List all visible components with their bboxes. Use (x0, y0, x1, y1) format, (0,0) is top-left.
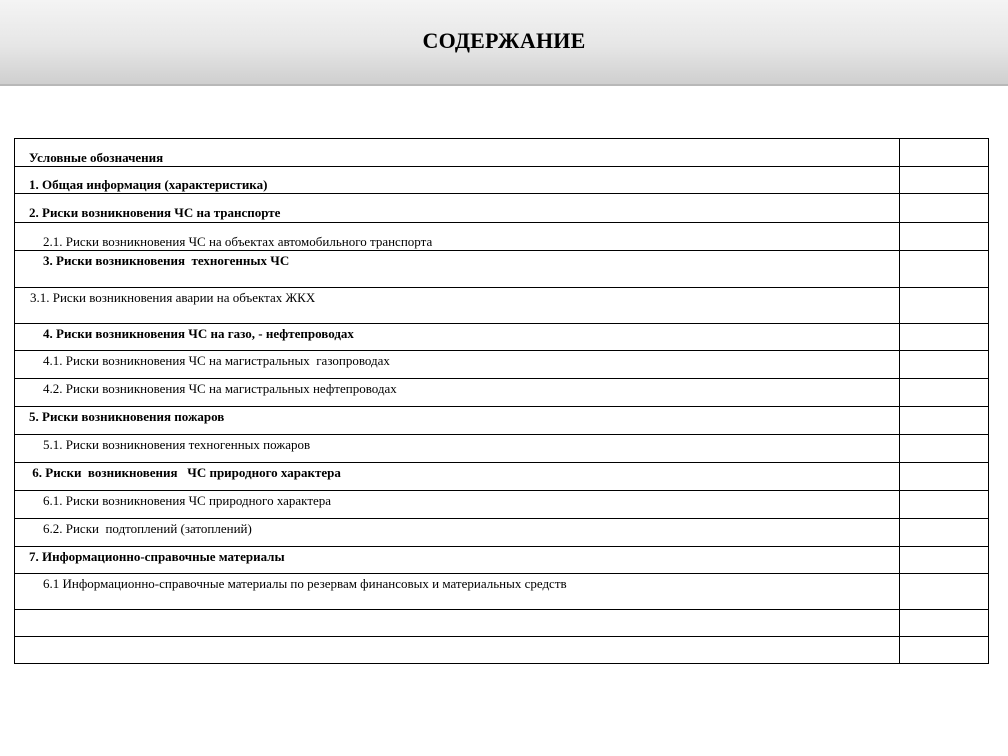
toc-entry-cell (15, 251, 900, 288)
toc-row (15, 351, 989, 379)
toc-row (15, 574, 989, 610)
toc-entry-text: 4. Риски возникновения ЧС на газо, - нефтепроводах (43, 326, 354, 341)
toc-entry-cell (15, 519, 900, 547)
toc-page-number-cell (900, 435, 989, 463)
toc-page-number-cell (900, 167, 989, 194)
toc-entry-text: 6.2. Риски подтоплений (затоплений) (43, 521, 252, 536)
toc-page-number-cell (900, 574, 989, 610)
toc-entry-cell (15, 167, 900, 194)
toc-page-number-cell (900, 379, 989, 407)
toc-page-number-cell (900, 194, 989, 223)
toc-row (15, 194, 989, 223)
toc-entry-cell (15, 637, 900, 664)
toc-page-number-cell (900, 610, 989, 637)
toc-entry-cell (15, 194, 900, 223)
toc-page-number-cell (900, 519, 989, 547)
toc-entry-text: 4.1. Риски возникновения ЧС на магистральных газопроводах (43, 353, 390, 368)
toc-row (15, 167, 989, 194)
toc-entry-text: 4.2. Риски возникновения ЧС на магистральных нефтепроводах (43, 381, 397, 396)
toc-page-number-cell (900, 351, 989, 379)
toc-entry-text: 5. Риски возникновения пожаров (29, 409, 225, 424)
toc-entry-text: 6.1 Информационно-справочные материалы по резервам финансовых и материальных средств (43, 576, 567, 591)
toc-page-number-cell (900, 491, 989, 519)
toc-page-number-cell (900, 223, 989, 251)
toc-entry-cell (15, 491, 900, 519)
toc-entry-cell (15, 610, 900, 637)
toc-entry-text: 2.1. Риски возникновения ЧС на объектах автомобильного транспорта (43, 234, 433, 249)
toc-entry-text: 6.1. Риски возникновения ЧС природного характера (43, 493, 332, 508)
toc-row (15, 547, 989, 574)
toc-entry-cell (15, 324, 900, 351)
toc-entry-text: 7. Информационно-справочные материалы (29, 549, 285, 564)
toc-entry-text: 2. Риски возникновения ЧС на транспорте (29, 205, 281, 220)
page-title: СОДЕРЖАНИЕ (422, 28, 586, 53)
toc-page-number-cell (900, 288, 989, 324)
toc-row (15, 463, 989, 491)
toc-page-number-cell (900, 251, 989, 288)
toc-page-number-cell (900, 324, 989, 351)
toc-row (15, 251, 989, 288)
toc-row (15, 519, 989, 547)
toc-entry-cell (15, 139, 900, 167)
toc-entry-text: Условные обозначения (29, 150, 164, 165)
toc-entry-cell (15, 288, 900, 324)
toc-entry-text (15, 637, 899, 639)
toc-entry-text (15, 610, 899, 612)
toc-page-number-cell (900, 547, 989, 574)
toc-entry-cell (15, 351, 900, 379)
toc-entry-text: 5.1. Риски возникновения техногенных пожаров (43, 437, 311, 452)
page-header (0, 0, 1008, 86)
toc-row (15, 288, 989, 324)
toc-entry-cell (15, 407, 900, 435)
toc-page-number-cell (900, 139, 989, 167)
toc-row (15, 379, 989, 407)
toc-row (15, 139, 989, 167)
toc-entry-text: 3.1. Риски возникновения аварии на объектах ЖКХ (30, 290, 316, 305)
toc-page-number-cell (900, 407, 989, 435)
toc-page-number-cell (900, 463, 989, 491)
toc-entry-text: 3. Риски возникновения техногенных ЧС (43, 253, 290, 268)
toc-row (15, 223, 989, 251)
toc-row (15, 435, 989, 463)
toc-entry-cell (15, 435, 900, 463)
toc-entry-cell (15, 547, 900, 574)
table-of-contents (14, 138, 989, 664)
toc-row (15, 407, 989, 435)
toc-body (15, 139, 989, 664)
toc-entry-text: 1. Общая информация (характеристика) (29, 177, 268, 192)
toc-entry-cell (15, 463, 900, 491)
toc-entry-cell (15, 379, 900, 407)
toc-row (15, 610, 989, 637)
toc-page-number-cell (900, 637, 989, 664)
toc-row (15, 637, 989, 664)
toc-row (15, 491, 989, 519)
toc-entry-cell (15, 223, 900, 251)
toc-row (15, 324, 989, 351)
toc-entry-cell (15, 574, 900, 610)
toc-entry-text: 6. Риски возникновения ЧС природного характера (29, 465, 341, 480)
